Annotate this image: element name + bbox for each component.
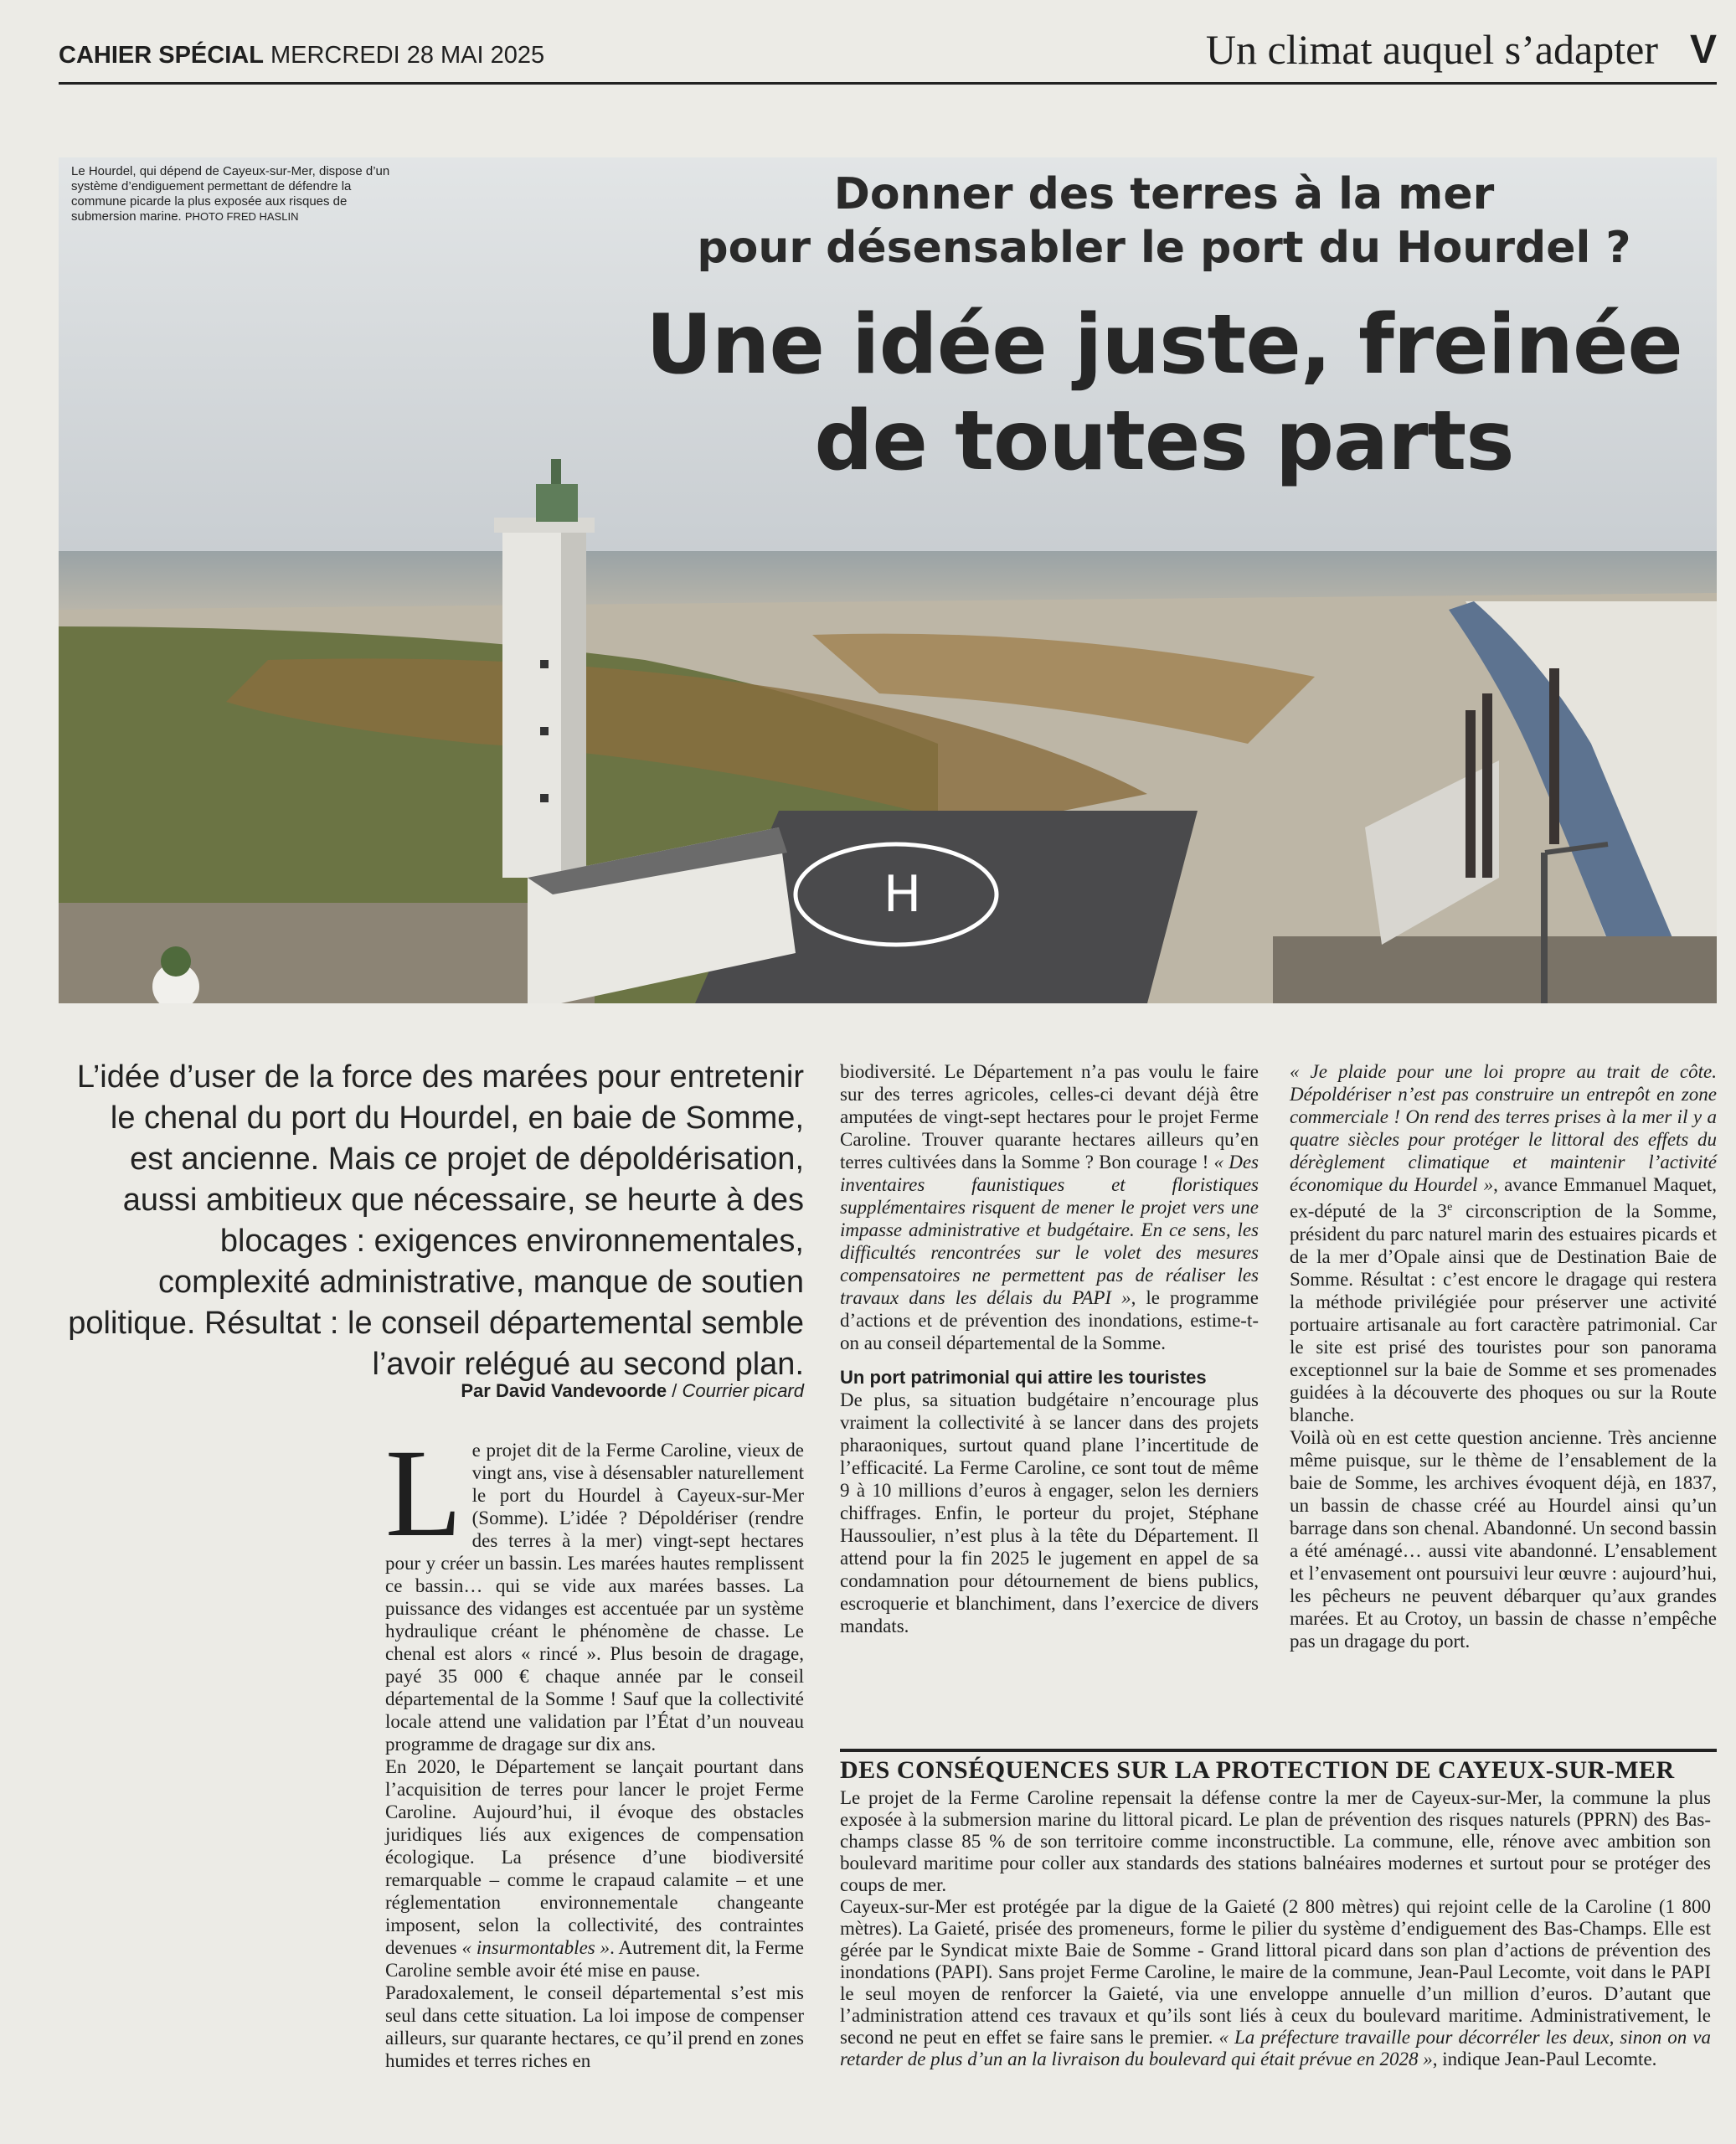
- paragraph: De plus, sa situation budgétaire n’encourage plus vraiment la collectivité à se lancer dans des projets pharaoniques, surtout quand plane l’incertitude de l’efficacité. La Ferme Caroline, ce sont tout de même 9 à 10 millions d’euros à engager, selon les derniers chiffrages. Enfin, le porteur du projet, Stéphane Haussoulier, n’est plus à la tête du Département. Il attend pour la fin 2025 le jugement en appel de sa condamnation pour détournement de biens publics, escroquerie et blanchiment, dans l’exercice de divers mandats.: [840, 1389, 1259, 1636]
- ordinal-suffix: e: [1447, 1201, 1453, 1214]
- box-text: [840, 1787, 1711, 2070]
- headline-kicker: [611, 168, 1717, 275]
- quote: « insurmontables »: [461, 1937, 610, 1958]
- kicker-line-1: Donner des terres à la mer: [833, 169, 1495, 219]
- quote: « La préfecture travaille pour décorréler les deux, sinon on va retarder de plus d’un an la livraison du boulevard qui était prévue en 2028 »: [840, 2027, 1712, 2069]
- intertitle: Un port patrimonial qui attire les touristes: [840, 1367, 1207, 1388]
- header-date: MERCREDI 28 MAI 2025: [270, 42, 545, 69]
- page-header: [59, 25, 1717, 85]
- byline-source: Courrier picard: [682, 1380, 804, 1401]
- paragraph-text: e projet dit de la Ferme Caroline, vieux de vingt ans, vise à désensabler naturellement le port du Hourdel à Cayeux-sur-Mer (Somme). L’idée ? Dépoldériser (rendre des terres à la mer) vingt-sept hectares pour y créer un bassin. Les marées hautes remplissent ce bassin… qui se vide aux marées basses. La puissance des vidanges est accentuée par un système hydraulique créant le phénomène de chasse. Le chenal est alors « rincé ». Plus besoin de dragage, payé 35 000 € chaque année par le conseil départemental de la Somme ! Sauf que la collectivité locale attend une validation par l’État d’un nouveau programme de dragage sur dix ans.: [385, 1440, 804, 1755]
- box-rule: [840, 1749, 1717, 1752]
- box-title: DES CONSÉQUENCES SUR LA PROTECTION DE CAYEUX-SUR-MER: [840, 1756, 1675, 1784]
- title-line-1: Une idée juste, freinée: [646, 297, 1682, 393]
- page-number: V: [1689, 28, 1717, 72]
- paragraph-text: Cayeux-sur-Mer est protégée par la digue de la Gaieté (2 800 mètres) qui rejoint celle de la Caroline (1 800 mètres). La Gaieté, prisée des promeneurs, forme le pilier du système d’endiguement des Bas-Champs. Elle est gérée par le Syndicat mixte Baie de Somme - Grand littoral picard dans son plan d’actions de prévention des inondations (PAPI). Sans projet Ferme Caroline, le maire de la commune, Jean-Paul Lecomte, voit dans le PAPI le seul moyen de renforcer la Gaieté, via une enveloppe annuelle d’un million d’euros. D’autant que l’administration attend ces travaux et qu’ils sont liés à ceux du boulevard maritime. Administrativement, le second ne peut en effet se faire sans le premier.: [840, 1896, 1711, 2048]
- header-rubric: Un climat auquel s’adapter: [1205, 26, 1658, 73]
- article-column-1: [385, 1424, 804, 2072]
- svg-text:H: H: [883, 865, 922, 924]
- article-column-3: [1290, 1060, 1717, 1652]
- kicker-line-2: pour désensabler le port du Hourdel ?: [697, 223, 1631, 273]
- standfirst: L’idée d’user de la force des marées pour entretenir le chenal du port du Hourdel, en baie de Somme, est ancienne. Mais ce projet de dépoldérisation, aussi ambitieux que nécessaire, se heurte à des blocages : exigences environnementales, complexité administrative, manque de soutien politique. Résultat : le conseil départemental semble l’avoir relégué au second plan.: [68, 1059, 804, 1382]
- paragraph-text: , avance Emmanuel Maquet, ex-député de la 3: [1290, 1174, 1718, 1222]
- paragraph-text: En 2020, le Département se lançait pourtant dans l’acquisition de terres pour lancer le projet Ferme Caroline. Aujourd’hui, il évoque des obstacles juridiques liés aux exigences de compensation écologique. La présence d’une biodiversité remarquable – comme le crapaud calamite – et une réglementation environnementale changeante imposent, selon la collectivité, des contraintes devenues: [385, 1756, 804, 1958]
- paragraph: [840, 1060, 1259, 1354]
- drop-cap: L: [385, 1424, 462, 1563]
- byline-author: David Vandevoorde: [495, 1380, 667, 1401]
- headline-title: [586, 297, 1736, 490]
- paragraph-text: , le programme d’actions et de prévention des inondations, estime-t-on au conseil départemental de la Somme.: [840, 1287, 1259, 1353]
- byline: [67, 1380, 804, 1402]
- quote: « Je plaide pour une loi propre au trait de côte. Dépoldériser n’est pas construire un entrepôt en zone commerciale ! On rend des terres prises à la mer il y a quatre siècles pour protéger le littoral des effets du dérèglement climatique et maintenir l’activité économique du Hourdel »: [1290, 1061, 1717, 1195]
- paragraph-text: . Autrement dit, la Ferme Caroline semble avoir été mise en pause.: [385, 1937, 804, 1981]
- paragraph: [385, 1755, 804, 1982]
- paragraph: Paradoxalement, le conseil départemental s’est mis seul dans cette situation. La loi impose de compenser ailleurs, sur quarante hectares, ce qu’il prend en zones humides et terres riches en: [385, 1982, 804, 2071]
- header-rule: [59, 82, 1717, 85]
- paragraph: [840, 1896, 1711, 2070]
- paragraph-text: biodiversité. Le Département n’a pas voulu le faire sur des terres agricoles, celles-ci devant déjà être amputées de vingt-sept hectares pour le projet Ferme Caroline. Trouver quarante hectares ailleurs qu’en terres cultivées dans la Somme ? Bon courage !: [840, 1061, 1259, 1172]
- paragraph: [1290, 1060, 1717, 1426]
- lead-photo: [59, 157, 1717, 1003]
- paragraph-text: circonscription de la Somme, président du parc naturel marin des estuaires picards et de la mer d’Opale ainsi que de Destination Baie de Somme. Résultat : c’est encore le dragage qui restera la méthode privilégiée pour préserver une activité portuaire artisanale au fort caractère patrimonial. Car le site est prisé des touristes pour son panorama exceptionnel sur la baie de Somme et ses promenades guidées à la découverte des phoques ou sur la Route blanche.: [1290, 1200, 1718, 1425]
- paragraph-text: , indique Jean-Paul Lecomte.: [1432, 2049, 1657, 2069]
- quote: « Des inventaires faunistiques et floristiques supplémentaires risquent de mener le projet vers une impasse administrative et budgétaire. En ce sens, les difficultés rencontrées sur le volet des mesures compensatoires ne permettent pas de réaliser les travaux dans les délais du PAPI »: [840, 1152, 1259, 1308]
- header-section-date: [59, 42, 544, 70]
- byline-prefix: Par: [461, 1380, 491, 1401]
- paragraph: Voilà où en est cette question ancienne. Très ancienne même puisque, sur le thème de l’ensablement de la baie de Somme, les archives évoquent déjà, en 1837, un bassin de chasse créé au Hourdel ainsi qu’un barrage dans son chenal. Abandonné. Un second bassin a été aménagé… aussi vite abandonné. L’ensablement et l’envasement ont poursuivi leur œuvre : aujourd’hui, les pêcheurs ne peuvent débarquer qu’aux grandes marées. Et au Crotoy, un bassin de chasse n’empêche pas un dragage du port.: [1290, 1426, 1717, 1652]
- byline-separator: /: [672, 1380, 677, 1401]
- article-column-2: [840, 1060, 1259, 1637]
- photo-caption: [71, 164, 398, 224]
- photo-credit: PHOTO FRED HASLIN: [184, 210, 299, 223]
- title-line-2: de toutes parts: [814, 394, 1514, 489]
- header-section: CAHIER SPÉCIAL: [59, 42, 264, 69]
- caption-text: Le Hourdel, qui dépend de Cayeux-sur-Mer, dispose d’un système d’endiguement permettant de défendre la commune picarde la plus exposée aux risques de submersion marine.: [71, 164, 390, 224]
- paragraph: Le projet de la Ferme Caroline repensait la défense contre la mer de Cayeux-sur-Mer, la commune la plus exposée à la submersion marine du littoral picard. Le plan de prévention des risques naturels (PPRN) des Bas-champs classe 85 % de son territoire comme inconstructible. La commune, elle, rénove avec ambition son boulevard maritime pour coller aux standards des stations balnéaires modernes et surtout pour se protéger des coups de mer.: [840, 1787, 1711, 1895]
- paragraph: [385, 1424, 804, 1755]
